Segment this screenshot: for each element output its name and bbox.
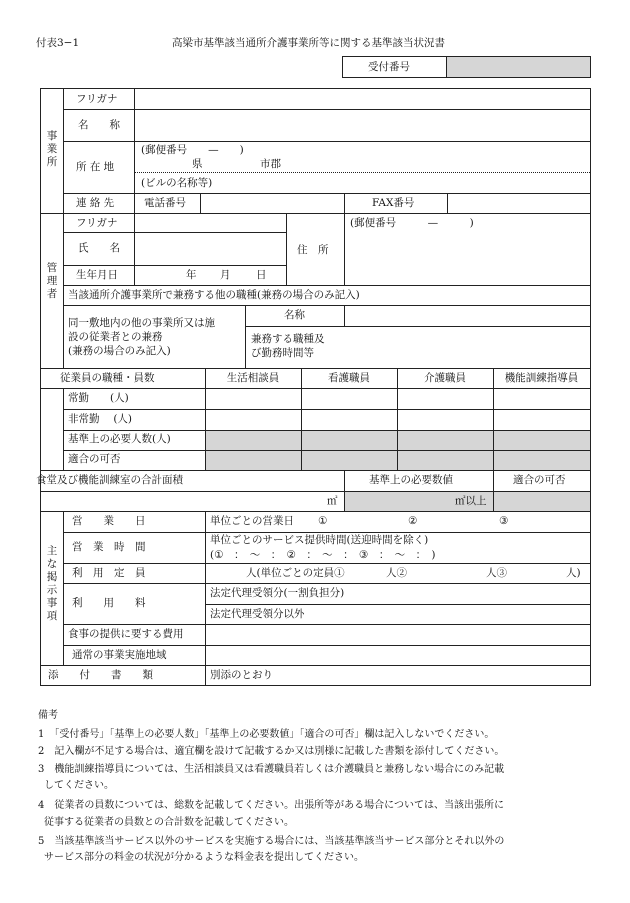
section-kanrisha: 管理者	[46, 262, 58, 300]
meal-label: 食事の提供に要する費用	[68, 628, 184, 640]
attach-label: 添 付 書 類	[48, 669, 153, 681]
note-4b: 従事する従業者の員数との合計数を記載してください。	[44, 817, 294, 828]
staff-row-required: 基準上の必要人数(人)	[68, 433, 171, 445]
note-5b: サービス部分の料金の状況が分かるような料金表を提出してください。	[44, 852, 364, 863]
staff-row-parttime: 非常勤 (人)	[68, 413, 133, 425]
jigyosho-pref: 県	[192, 158, 203, 170]
staff-col-nurse: 看護職員	[328, 372, 370, 384]
capacity-label: 利 用 定 員	[72, 567, 146, 579]
jigyosho-phone-label: 電話番号	[144, 197, 186, 209]
notes-title: 備考	[38, 710, 58, 721]
region-label: 通常の事業実施地域	[72, 649, 167, 661]
site-name-label: 名称	[284, 309, 305, 321]
note-3b: してください。	[44, 780, 114, 791]
jigyosho-city: 市郡	[260, 158, 281, 170]
page-title: 高梁市基準該当通所介護事業所等に関する基準該当状況書	[172, 37, 445, 49]
kanrisha-address-label: 住 所	[297, 244, 329, 256]
days-label: 営 業 日	[72, 515, 146, 527]
kanrisha-birth-label: 生年月日	[76, 269, 118, 281]
other-site-label-1: 同一敷地内の他の事業所又は施	[68, 317, 215, 329]
jigyosho-contact-label: 連 絡 先	[76, 197, 115, 209]
jigyosho-name-label: 名 称	[78, 119, 120, 131]
kanrisha-furigana-label: フリガナ	[76, 217, 118, 229]
birth-month: 月	[220, 269, 231, 281]
hours-detail: (① ： 〜 ： ② ： 〜 ： ③ ： 〜 ： )	[210, 549, 436, 561]
capacity-c: 人③	[486, 567, 507, 579]
capacity-a: 人(単位ごとの定員①	[246, 567, 345, 579]
hours-text: 単位ごとのサービス提供時間(送迎時間を除く)	[210, 534, 429, 546]
note-2: 2 記入欄が不足する場合は、適宜欄を設けて記載するか又は別様に記載した書類を添付してください。	[38, 746, 505, 757]
staff-col-trainer: 機能訓練指導員	[504, 372, 579, 384]
birth-year: 年	[186, 269, 197, 281]
staff-col-care: 介護職員	[424, 372, 466, 384]
area-required-label: 基準上の必要数値	[369, 474, 453, 486]
days-3: ③	[499, 515, 509, 527]
fee-label: 利 用 料	[72, 597, 146, 609]
other-duty-label: 当該通所介護事業所で兼務する他の職種(兼務の場合のみ記入)	[68, 289, 360, 301]
fee-2: 法定代理受領分以外	[210, 608, 305, 620]
jigyosho-postal: (郵便番号 — )	[141, 144, 244, 156]
fee-1: 法定代理受領分(一割負担分)	[210, 587, 345, 599]
area-unit: ㎡	[327, 495, 338, 507]
capacity-b: 人②	[386, 567, 407, 579]
form-number: 付表3−1	[36, 37, 80, 49]
capacity-d: 人)	[566, 567, 581, 579]
duty-label-2: び勤務時間等	[251, 347, 314, 359]
note-5a: 5 当該基準該当サービス以外のサービスを実施する場合には、当該基準該当サービス部分とそれ以外の	[38, 836, 505, 847]
staff-row-fulltime: 常勤 (人)	[68, 392, 129, 404]
staff-row-fit: 適合の可否	[68, 453, 121, 465]
note-1: 1 「受付番号」「基準上の必要人数」「基準上の必要数値」「適合の可否」欄は記入しないでください。	[38, 729, 495, 740]
receipt-label: 受付番号	[368, 61, 410, 73]
staff-col-consultant: 生活相談員	[226, 372, 280, 384]
area-fit-label: 適合の可否	[513, 474, 566, 486]
attach-value: 別添のとおり	[210, 669, 273, 681]
note-4a: 4 従業者の員数については、総数を記載してください。出張所等がある場合については、当該出張所に	[38, 800, 504, 811]
section-main-items: 主な掲示事項	[46, 545, 58, 622]
birth-day: 日	[256, 269, 267, 281]
hours-label: 営 業 時 間	[72, 541, 146, 553]
kanrisha-postal: (郵便番号 — )	[350, 217, 474, 229]
staff-title: 従業員の職種・員数	[60, 372, 155, 384]
other-site-label-3: (兼務の場合のみ記入)	[68, 345, 171, 357]
note-3a: 3 機能訓練指導員については、生活相談員又は看護職員若しくは介護職員と兼務しない場合にのみ記載	[38, 764, 505, 775]
duty-label-1: 兼務する職種及	[251, 333, 325, 345]
receipt-number-field[interactable]	[447, 57, 590, 77]
area-title: 食堂及び機能訓練室の合計面積	[36, 474, 183, 486]
jigyosho-furigana-label: フリガナ	[76, 93, 118, 105]
jigyosho-building: (ビルの名称等)	[141, 177, 213, 189]
days-1: ①	[318, 515, 328, 527]
other-site-label-2: 設の従業者との兼務	[68, 331, 163, 343]
kanrisha-name-label: 氏 名	[78, 242, 120, 254]
jigyosho-fax-label: FAX番号	[372, 197, 415, 209]
area-unit-min: ㎡以上	[455, 495, 487, 507]
days-text: 単位ごとの営業日	[210, 515, 294, 527]
section-jigyosho: 事業所	[46, 130, 58, 168]
jigyosho-address-label: 所 在 地	[76, 161, 115, 173]
days-2: ②	[408, 515, 418, 527]
